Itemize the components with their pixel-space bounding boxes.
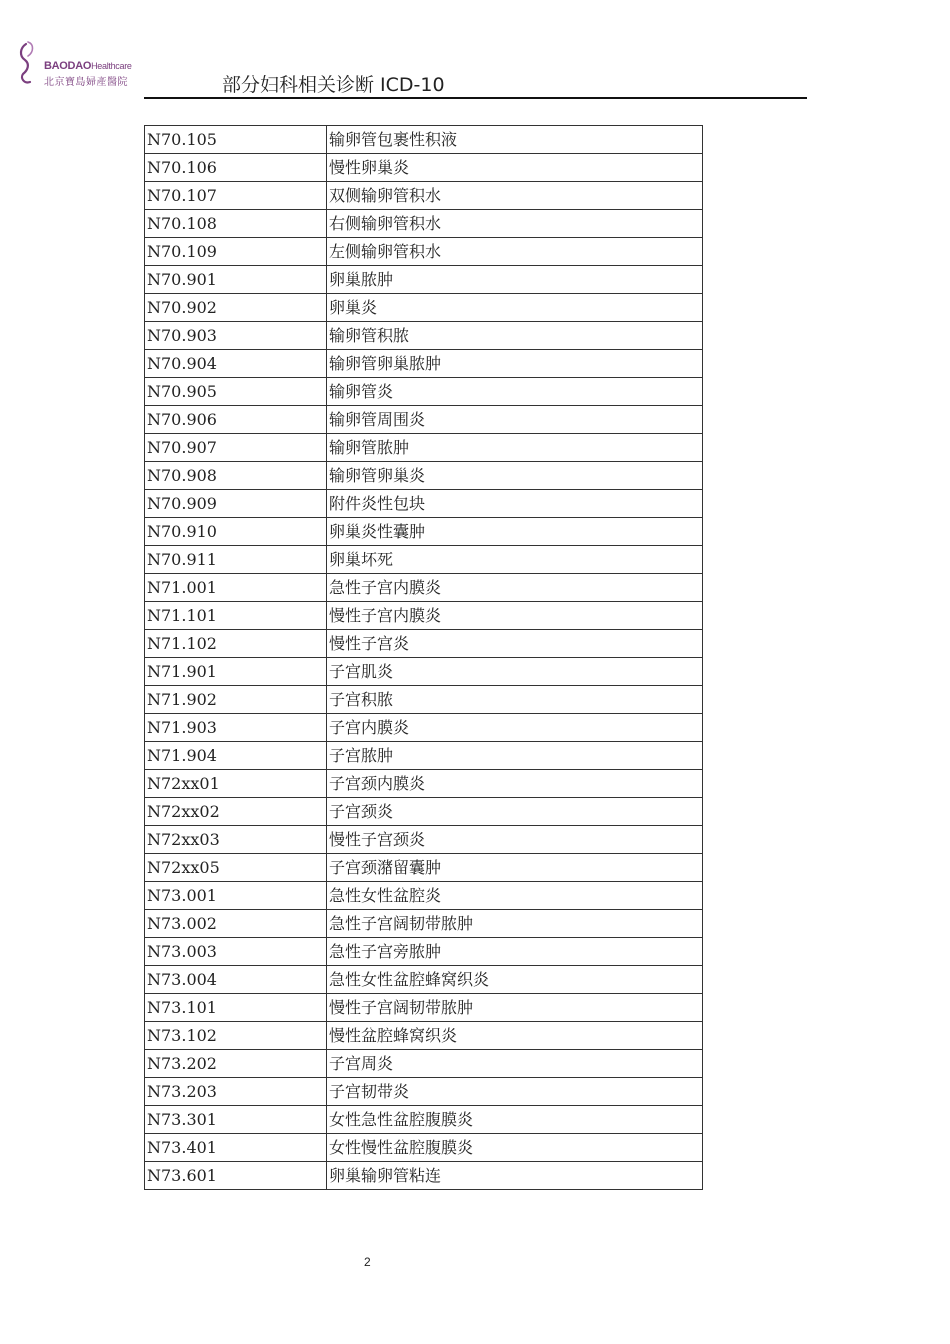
table-row — [145, 1050, 703, 1078]
diagnosis-name-cell: 卵巢输卵管粘连 — [327, 1162, 703, 1190]
table-row — [145, 854, 703, 882]
diagnosis-name-cell: 女性急性盆腔腹膜炎 — [327, 1106, 703, 1134]
table-row — [145, 210, 703, 238]
table-row — [145, 910, 703, 938]
table-row — [145, 966, 703, 994]
diagnosis-name-cell: 子宫颈炎 — [327, 798, 703, 826]
table-row — [145, 182, 703, 210]
logo-chinese-name: 北京寶島婦產醫院 — [44, 77, 128, 88]
table-row — [145, 490, 703, 518]
table-row — [145, 154, 703, 182]
diagnosis-name-cell: 慢性子宫炎 — [327, 630, 703, 658]
diagnosis-name-cell: 慢性盆腔蜂窝织炎 — [327, 1022, 703, 1050]
icd-code-cell: N73.202 — [145, 1050, 327, 1078]
diagnosis-name-cell: 子宫颈内膜炎 — [327, 770, 703, 798]
header-rule — [144, 97, 807, 99]
table-row — [145, 994, 703, 1022]
icd-code-cell: N73.301 — [145, 1106, 327, 1134]
diagnosis-name-cell: 慢性卵巢炎 — [327, 154, 703, 182]
diagnosis-name-cell: 卵巢脓肿 — [327, 266, 703, 294]
table-row — [145, 518, 703, 546]
table-row — [145, 798, 703, 826]
icd-code-cell: N70.904 — [145, 350, 327, 378]
icd-code-cell: N70.905 — [145, 378, 327, 406]
icd-code-cell: N71.102 — [145, 630, 327, 658]
icd-code-cell: N70.105 — [145, 126, 327, 154]
icd-code-cell: N71.001 — [145, 574, 327, 602]
table-row — [145, 350, 703, 378]
table-row — [145, 378, 703, 406]
icd-code-cell: N73.003 — [145, 938, 327, 966]
table-row — [145, 546, 703, 574]
icd-code-cell: N72xx05 — [145, 854, 327, 882]
table-row — [145, 714, 703, 742]
table-row — [145, 686, 703, 714]
icd-code-cell: N73.102 — [145, 1022, 327, 1050]
diagnosis-name-cell: 输卵管卵巢炎 — [327, 462, 703, 490]
icd-code-cell: N71.902 — [145, 686, 327, 714]
diagnosis-name-cell: 左侧输卵管积水 — [327, 238, 703, 266]
diagnosis-name-cell: 子宫颈潴留囊肿 — [327, 854, 703, 882]
table-row — [145, 770, 703, 798]
icd-code-cell: N73.401 — [145, 1134, 327, 1162]
icd-code-cell: N73.001 — [145, 882, 327, 910]
icd-code-cell: N70.906 — [145, 406, 327, 434]
table-row — [145, 406, 703, 434]
diagnosis-name-cell: 子宫脓肿 — [327, 742, 703, 770]
icd-code-cell: N70.903 — [145, 322, 327, 350]
diagnosis-name-cell: 附件炎性包块 — [327, 490, 703, 518]
table-row — [145, 658, 703, 686]
diagnosis-name-cell: 双侧输卵管积水 — [327, 182, 703, 210]
diagnosis-name-cell: 子宫积脓 — [327, 686, 703, 714]
table-row — [145, 1022, 703, 1050]
table-row — [145, 1162, 703, 1190]
table-row — [145, 630, 703, 658]
table-row — [145, 238, 703, 266]
icd-code-cell: N72xx02 — [145, 798, 327, 826]
diagnosis-name-cell: 输卵管卵巢脓肿 — [327, 350, 703, 378]
logo — [16, 40, 156, 90]
icd-code-cell: N73.101 — [145, 994, 327, 1022]
icd-code-cell: N73.004 — [145, 966, 327, 994]
icd-code-cell: N70.911 — [145, 546, 327, 574]
diagnosis-name-cell: 卵巢炎 — [327, 294, 703, 322]
icd-code-cell: N70.909 — [145, 490, 327, 518]
icd-code-cell: N70.910 — [145, 518, 327, 546]
table-row — [145, 574, 703, 602]
page-title: 部分妇科相关诊断 ICD-10 — [222, 74, 445, 96]
diagnosis-name-cell: 急性女性盆腔蜂窝织炎 — [327, 966, 703, 994]
diagnosis-name-cell: 急性子宫阔韧带脓肿 — [327, 910, 703, 938]
diagnosis-name-cell: 慢性子宫阔韧带脓肿 — [327, 994, 703, 1022]
icd-code-cell: N71.904 — [145, 742, 327, 770]
icd-code-cell: N71.903 — [145, 714, 327, 742]
table-row — [145, 322, 703, 350]
diagnosis-name-cell: 输卵管炎 — [327, 378, 703, 406]
diagnosis-name-cell: 慢性子宫颈炎 — [327, 826, 703, 854]
diagnosis-name-cell: 输卵管周围炎 — [327, 406, 703, 434]
logo-brand-text: BAODAO — [44, 60, 92, 72]
diagnosis-name-cell: 子宫肌炎 — [327, 658, 703, 686]
diagnosis-name-cell: 急性女性盆腔炎 — [327, 882, 703, 910]
diagnosis-name-cell: 卵巢炎性囊肿 — [327, 518, 703, 546]
table-row — [145, 434, 703, 462]
table-row — [145, 742, 703, 770]
table-row — [145, 462, 703, 490]
table-row — [145, 1106, 703, 1134]
table-row — [145, 1078, 703, 1106]
icd-code-cell: N73.203 — [145, 1078, 327, 1106]
icd-code-cell: N73.601 — [145, 1162, 327, 1190]
table-row — [145, 602, 703, 630]
page-number: 2 — [364, 1255, 371, 1269]
logo-mark-icon — [16, 40, 46, 88]
icd-code-cell: N70.902 — [145, 294, 327, 322]
icd-code-cell: N71.901 — [145, 658, 327, 686]
table-row — [145, 266, 703, 294]
logo-brand-suffix: Healthcare — [91, 61, 132, 71]
icd-code-cell: N70.907 — [145, 434, 327, 462]
icd-code-cell: N70.108 — [145, 210, 327, 238]
table-row — [145, 938, 703, 966]
diagnosis-name-cell: 女性慢性盆腔腹膜炎 — [327, 1134, 703, 1162]
icd-code-cell: N73.002 — [145, 910, 327, 938]
logo-brand — [44, 60, 132, 72]
table-row — [145, 826, 703, 854]
diagnosis-name-cell: 子宫内膜炎 — [327, 714, 703, 742]
table-row — [145, 882, 703, 910]
icd-code-cell: N70.106 — [145, 154, 327, 182]
diagnosis-name-cell: 慢性子宫内膜炎 — [327, 602, 703, 630]
diagnosis-name-cell: 右侧输卵管积水 — [327, 210, 703, 238]
diagnosis-name-cell: 输卵管积脓 — [327, 322, 703, 350]
diagnosis-name-cell: 急性子宫旁脓肿 — [327, 938, 703, 966]
diagnosis-name-cell: 输卵管包裹性积液 — [327, 126, 703, 154]
icd-code-cell: N71.101 — [145, 602, 327, 630]
icd-code-cell: N70.901 — [145, 266, 327, 294]
diagnosis-name-cell: 卵巢坏死 — [327, 546, 703, 574]
icd-code-cell: N70.908 — [145, 462, 327, 490]
icd-code-cell: N70.109 — [145, 238, 327, 266]
diagnosis-name-cell: 子宫韧带炎 — [327, 1078, 703, 1106]
table-row — [145, 126, 703, 154]
icd-code-table — [144, 125, 703, 1190]
diagnosis-name-cell: 输卵管脓肿 — [327, 434, 703, 462]
diagnosis-name-cell: 子宫周炎 — [327, 1050, 703, 1078]
icd-code-table-body — [145, 126, 703, 1190]
table-row — [145, 294, 703, 322]
diagnosis-name-cell: 急性子宫内膜炎 — [327, 574, 703, 602]
icd-code-cell: N72xx03 — [145, 826, 327, 854]
table-row — [145, 1134, 703, 1162]
icd-code-cell: N72xx01 — [145, 770, 327, 798]
icd-code-cell: N70.107 — [145, 182, 327, 210]
